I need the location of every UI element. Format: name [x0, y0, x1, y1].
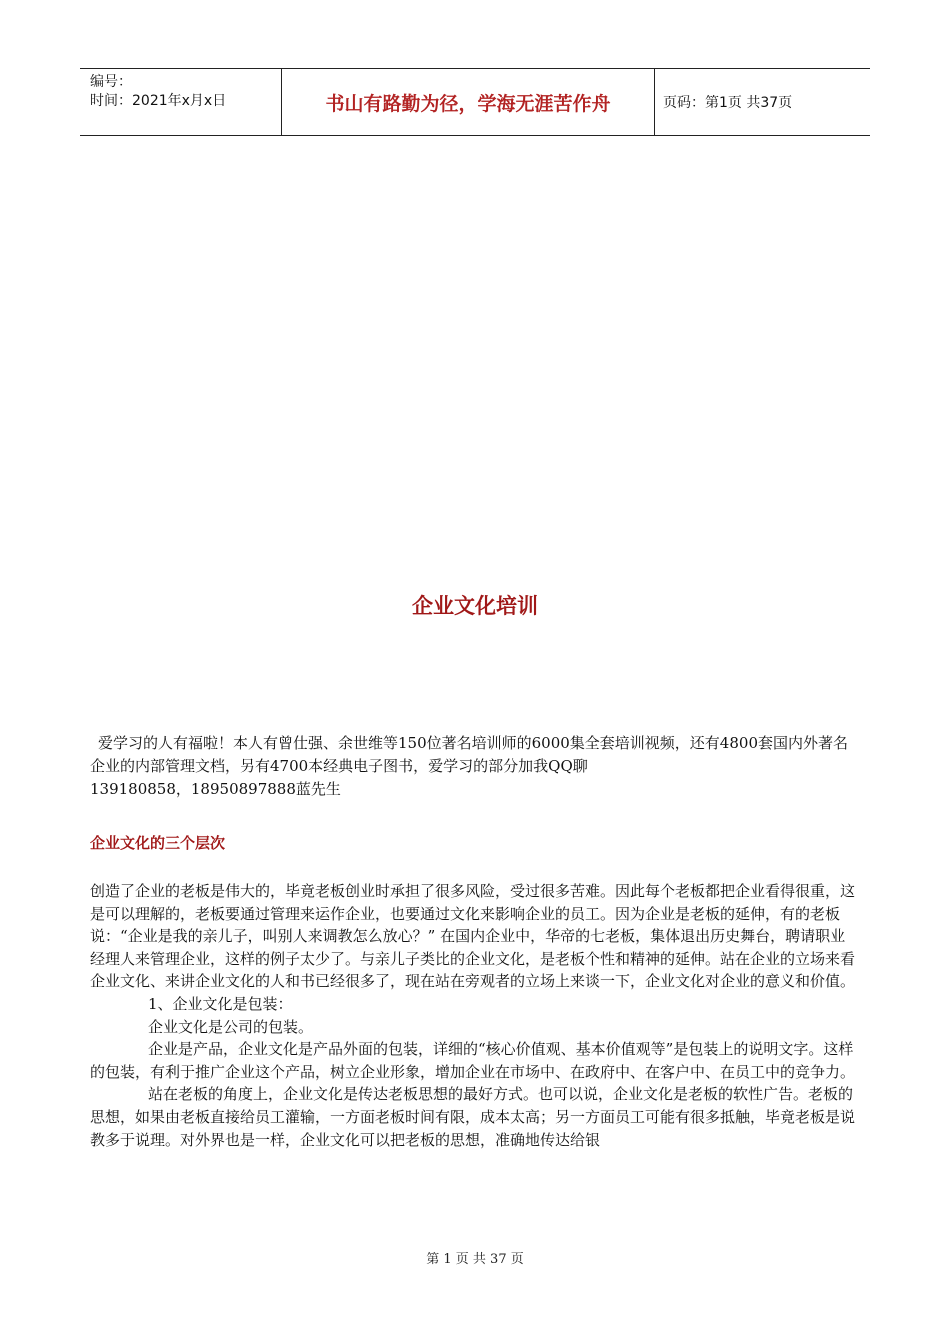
header-page-info: 页码：第1页 共37页	[663, 95, 793, 111]
body-text	[90, 880, 860, 1151]
date-label: 时间：2021年x月x日	[90, 93, 227, 109]
list-item-heading: 1、企业文化是包装：	[148, 994, 293, 1013]
body-paragraph: 创造了企业的老板是伟大的，毕竟老板创业时承担了很多风险，受过很多苦难。因此每个老板都把企业看得很重，这是可以理解的，老板要通过管理来运作企业，也要通过文化来影响企业的员工。因为企业是老板的延伸，有的老板说：“企业是我的亲儿子，叫别人来调教怎么放心？” 在国内企业中，华帝的七老板，集体退出历史舞台，聘请职业经理人来管理企业，这样的例子太少了。与亲儿子类比的企业文化，是老板个性和精神的延伸。站在企业的立场来看企业文化、来讲企业文化的人和书已经很多了，现在站在旁观者的立场上来谈一下，企业文化对企业的意义和价值。	[90, 882, 856, 991]
body-paragraph: 站在老板的角度上，企业文化是传达老板思想的最好方式。也可以说，企业文化是老板的软性广告。老板的思想，如果由老板直接给员工灌输，一方面老板时间有限，成本太高；另一方面员工可能有很多抵触，毕竟老板是说教多于说理。对外界也是一样，企业文化可以把老板的思想，准确地传达给银	[90, 1085, 856, 1149]
document-title: 企业文化培训	[412, 593, 538, 618]
page-header	[80, 68, 870, 136]
header-meta-cell	[80, 69, 282, 135]
header-motto: 书山有路勤为径，学海无涯苦作舟	[282, 69, 655, 135]
body-paragraph: 企业文化是公司的包装。	[148, 1017, 314, 1036]
footer-page-number: 第 1 页 共 37 页	[426, 1252, 524, 1267]
serial-number-label: 编号：	[90, 74, 132, 90]
intro-paragraph: 爱学习的人有福啦！本人有曾仕强、余世维等150位著名培训师的6000集全套培训视频，还有4800套国内外著名企业的内部管理文档，另有4700本经典电子图书，爱学习的部分加我QQ聊	[90, 734, 848, 775]
intro-contact: 139180858，18950897888蓝先生	[90, 780, 341, 798]
body-paragraph: 企业是产品，企业文化是产品外面的包装，详细的“核心价值观、基本价值观等”是包装上的说明文字。这样的包装，有利于推广企业这个产品，树立企业形象，增加企业在市场中、在政府中、在客户中、在员工中的竞争力。	[90, 1040, 856, 1081]
section-heading: 企业文化的三个层次	[90, 834, 226, 852]
intro-block	[90, 732, 860, 801]
